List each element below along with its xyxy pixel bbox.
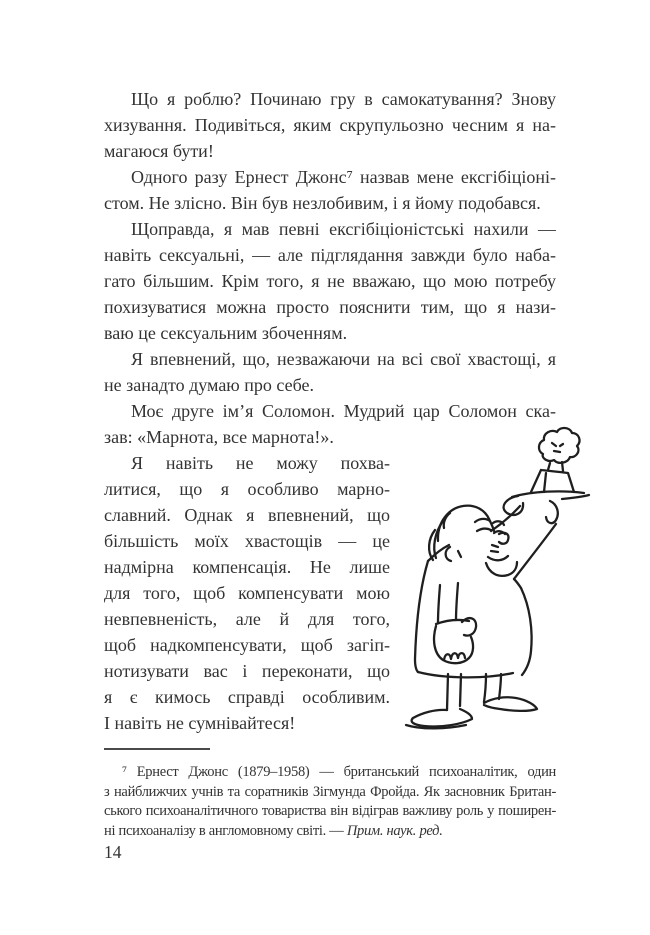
text-line: ваю це сексуальним збоченням. (104, 323, 348, 343)
sleeve-line-1 (438, 585, 440, 622)
leg-left-b (460, 674, 461, 706)
fist-fingers (444, 653, 465, 660)
text-line: гато більшим. Крім того, я не вважаю, що мою потребу (104, 271, 556, 291)
text-line: литися, що я особливо марно- (104, 479, 390, 499)
text-line: Одного разу Ернест Джонс⁷ назвав мене ексгібіціоні- (131, 167, 556, 187)
text-line: стом. Не злісно. Він був незлобивим, і я йому подобався. (104, 193, 541, 213)
eyebrow-left (475, 519, 490, 522)
text-line: більшість моїх хвастощів — це (104, 531, 390, 551)
hand-finger-hook (546, 501, 558, 523)
chin (486, 562, 517, 576)
body-left (415, 561, 428, 672)
text-line: Щоправда, я мав певні ексгібіціоністські нахили — (131, 219, 556, 239)
text-line: магаюся бути! (104, 141, 214, 161)
mouth (488, 556, 508, 560)
bust-pedestal (531, 470, 574, 492)
text-line: зав: «Марнота, все марнота!». (104, 427, 334, 447)
footnote-line: з найближчих учнів та соратників Зігмунда Фройда. Як засновник Британ- (104, 783, 556, 800)
paragraph-wrapped-around-illustration (104, 450, 390, 736)
text-line: хизування. Подивіться, яким скрупульозно чесним я на- (104, 115, 556, 135)
page-number: 14 (104, 842, 122, 862)
bust-face-marks (552, 443, 563, 452)
leg-right-a (484, 674, 486, 702)
footnote-text: ні психоаналізу в англомовному світі. — (104, 822, 347, 839)
shoe-right (484, 697, 537, 711)
text-line: щоб надкомпенсувати, щоб загіп- (104, 635, 390, 655)
text-line: славний. Однак я впевнений, що (104, 505, 390, 525)
text-line: для того, щоб компенсувати мою (104, 583, 390, 603)
hair-tuft (444, 513, 450, 528)
text-line: Що я роблю? Починаю гру в самокатування? Знову (131, 89, 556, 109)
leg-left-a (447, 674, 448, 710)
cheek-crease (458, 551, 461, 557)
footnote-separator (104, 748, 210, 750)
nostril-marks (491, 545, 498, 552)
hand-palm (512, 491, 584, 497)
text-line: похизуватися можна просто пояснити тим, що я нази- (104, 297, 556, 317)
shoe-left (412, 709, 472, 727)
text-line: навіть сексуальні, — але підглядання завжди було наба- (104, 245, 556, 265)
body-right (521, 588, 532, 675)
footnote (104, 763, 556, 841)
arm-outer (491, 506, 520, 531)
text-line: Я впевнений, що, незважаючи на всі свої хвастощі, я (131, 349, 556, 369)
hand-fingertips (562, 495, 589, 499)
paragraph (104, 346, 556, 398)
footnote-line (104, 822, 556, 842)
text-line: я є кимось справді особливим. (104, 687, 390, 707)
text-line: нотизувати вас і переконати, що (104, 661, 390, 681)
text-line: не занадто думаю про себе. (104, 375, 314, 395)
leg-right-b (499, 674, 501, 699)
footnote-line: ського психоаналітичного товариства він відіграв важливу роль у поширен- (104, 803, 556, 819)
text-line: Я навіть не можу похва- (131, 453, 390, 473)
fist-outline (434, 626, 473, 663)
text-line: надмірна компенсація. Не лише (104, 557, 390, 577)
sleeve-line-2 (456, 583, 458, 620)
arm-inner (514, 524, 556, 579)
neck-right (514, 579, 521, 588)
paragraph (104, 164, 556, 216)
text-line: невпевненість, але й для того, (104, 609, 390, 629)
paragraph (104, 86, 556, 164)
nose (499, 533, 508, 544)
text-line: Моє друге ім’я Соломон. Мудрий цар Соломон ска- (131, 401, 556, 421)
text-line: І навіть не сумнівайтеся! (104, 713, 296, 733)
illustration-container (392, 421, 622, 751)
paragraph (104, 216, 556, 346)
footnote-editor-note: Прим. наук. ред. (346, 822, 443, 839)
head-dome (438, 506, 489, 541)
footnote-line: ⁷ Ернест Джонс (1879–1958) — британський психоаналітик, один (122, 764, 556, 780)
eye-left (477, 529, 491, 531)
ear (446, 547, 451, 561)
illustration-man-holding-bust-drawing (392, 421, 622, 751)
robe-hem (418, 672, 513, 677)
